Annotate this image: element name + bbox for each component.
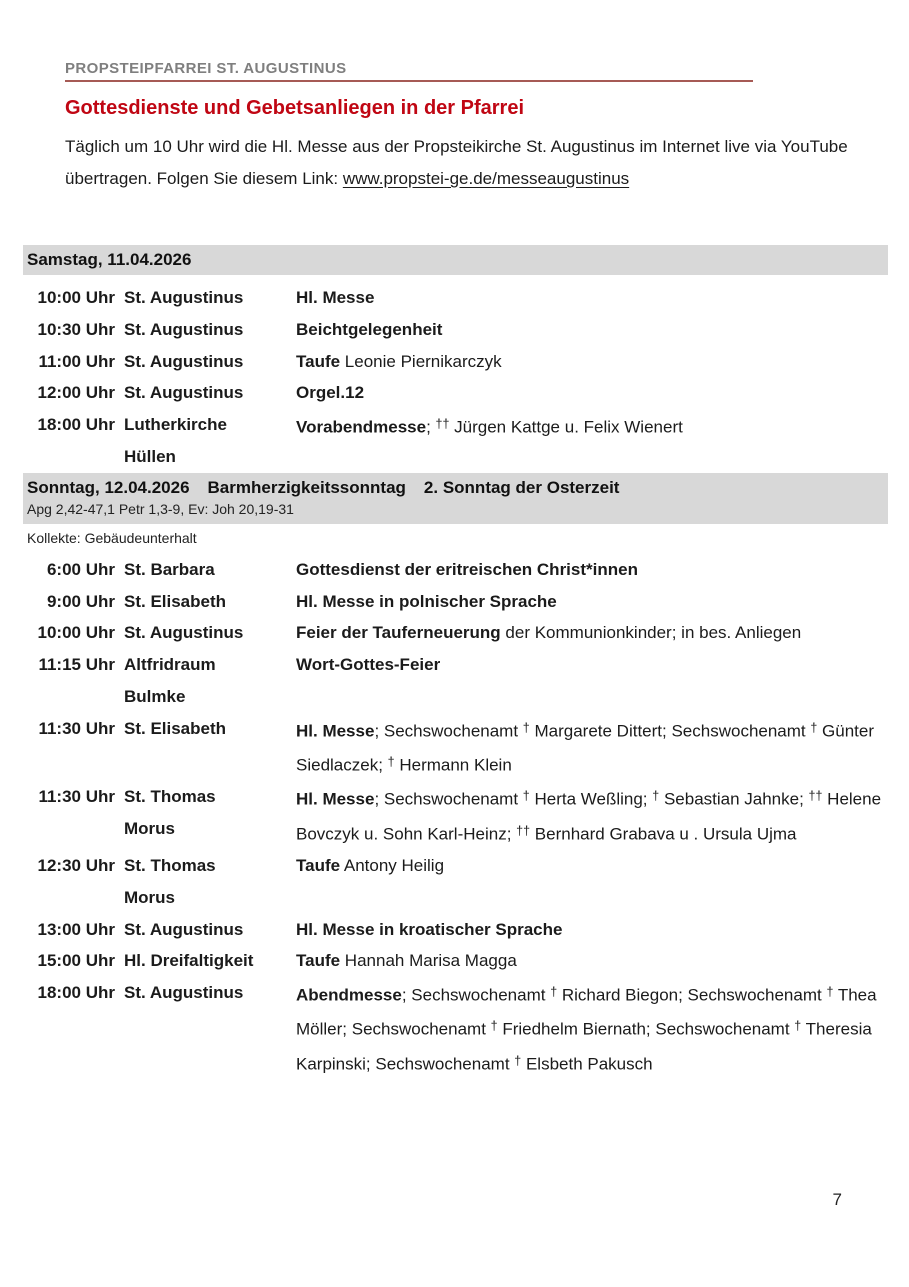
row-time: 10:30 Uhr: [37, 319, 115, 339]
description-bold: Hl. Messe: [296, 721, 375, 741]
day-section: [23, 473, 888, 1080]
schedule-row: [27, 781, 888, 850]
cross-symbol: †: [490, 1019, 498, 1034]
day-banner: [23, 473, 888, 524]
row-location: St. Thomas Morus: [124, 855, 216, 907]
row-description: Abendmesse; Sechswochenamt † Richard Biegon; Sechswochenamt † Thea Möller; Sechswochenamt † Friedhelm Biernath; Sechswochenamt † Theresia Karpinski; Sechswochenamt † Elsbeth Pakusch: [296, 985, 877, 1074]
schedule: [23, 245, 888, 1080]
row-location: St. Augustinus: [124, 983, 244, 1003]
schedule-row: [27, 586, 888, 618]
schedule-row: [27, 945, 888, 977]
day-section: [23, 245, 888, 473]
day-banner-readings: Apg 2,42-47,1 Petr 1,3-9, Ev: Joh 20,19-31: [27, 500, 294, 517]
row-description: [296, 649, 888, 713]
top-block: [0, 0, 909, 195]
row-time: 10:00 Uhr: [37, 623, 115, 643]
description-bold: Abendmesse: [296, 985, 402, 1005]
cross-symbol: †: [514, 1053, 522, 1068]
row-description: [296, 586, 888, 618]
day-banner-title-part: Sonntag, 12.04.2026: [27, 477, 190, 497]
row-location: St. Augustinus: [124, 623, 244, 643]
row-time: 15:00 Uhr: [37, 951, 115, 971]
row-time: 12:30 Uhr: [37, 855, 115, 875]
row-time: 11:30 Uhr: [38, 718, 115, 738]
row-description: Feier der Tauferneuerung der Kommunionkinder; in bes. Anliegen: [296, 623, 802, 643]
schedule-row: [27, 914, 888, 946]
cross-symbol: †: [826, 985, 834, 1000]
row-location: Hl. Dreifaltigkeit: [124, 951, 254, 971]
description-bold: Taufe: [296, 855, 341, 875]
cross-symbol: †: [550, 985, 558, 1000]
day-banner-title-part: Samstag, 11.04.2026: [27, 250, 192, 269]
cross-symbol: †: [387, 755, 395, 770]
row-description: Hl. Messe; Sechswochenamt † Herta Weßling; † Sebastian Jahnke; †† Helene Bovczyk u. Sohn Karl-Heinz; †† Bernhard Grabava u . Ursula Ujma: [296, 789, 882, 844]
row-description: [296, 377, 888, 409]
row-location: St. Thomas Morus: [124, 787, 216, 839]
row-location: St. Elisabeth: [124, 591, 227, 611]
row-time: 18:00 Uhr: [37, 983, 115, 1003]
masthead-title: PROPSTEIPFARREI ST. AUGUSTINUS: [65, 60, 347, 77]
row-location: St. Augustinus: [124, 919, 244, 939]
row-time: 12:00 Uhr: [37, 383, 115, 403]
cross-symbol: ††: [516, 823, 531, 838]
description-bold: Gottesdienst der eritreischen Christ*innen: [296, 559, 638, 579]
row-location: St. Barbara: [124, 559, 215, 579]
row-description: [296, 914, 888, 946]
schedule-row: [27, 282, 888, 314]
description-bold: Hl. Messe in kroatischer Sprache: [296, 919, 563, 939]
cross-symbol: †: [810, 720, 818, 735]
masthead-rule: [65, 60, 753, 82]
row-description: [296, 314, 888, 346]
schedule-row: [27, 346, 888, 378]
description-bold: Taufe: [296, 351, 341, 371]
description-bold: Hl. Messe in polnischer Sprache: [296, 591, 557, 611]
row-description: Taufe Leonie Piernikarczyk: [296, 351, 502, 371]
cross-symbol: ††: [435, 417, 450, 432]
row-description: [296, 554, 888, 586]
row-location: St. Augustinus: [124, 383, 244, 403]
schedule-row: [27, 554, 888, 586]
day-banner-title: [27, 476, 880, 499]
row-location: Altfridraum Bulmke: [124, 655, 216, 706]
schedule-row: [27, 377, 888, 409]
description-bold: Taufe: [296, 951, 341, 971]
description-bold: Hl. Messe: [296, 789, 375, 809]
row-location: St. Augustinus: [124, 319, 244, 339]
schedule-row: [27, 617, 888, 649]
day-banner: [23, 245, 888, 275]
description-bold: Orgel.12: [296, 383, 365, 403]
row-time: 10:00 Uhr: [37, 288, 115, 307]
description-bold: Vorabendmesse: [296, 417, 427, 437]
day-banner-title-part: Barmherzigkeitssonntag: [207, 477, 406, 497]
row-description: Vorabendmesse; †† Jürgen Kattge u. Felix Wienert: [296, 417, 683, 437]
row-location: St. Elisabeth: [124, 718, 227, 738]
schedule-row: [27, 314, 888, 346]
row-time: 11:15 Uhr: [38, 655, 115, 675]
page-title: Gottesdienste und Gebetsanliegen in der Pfarrei: [65, 97, 524, 119]
description-bold: Beichtgelegenheit: [296, 319, 443, 339]
row-description: Taufe Antony Heilig: [296, 855, 445, 875]
day-banner-title: [27, 248, 880, 271]
cross-symbol: ††: [808, 789, 823, 804]
row-location: Lutherkirche Hüllen: [124, 415, 227, 466]
cross-symbol: †: [522, 720, 530, 735]
day-rows: [23, 554, 888, 1080]
schedule-row: [27, 850, 888, 914]
description-bold: Feier der Tauferneuerung: [296, 623, 501, 643]
intro-text: Täglich um 10 Uhr wird die Hl. Messe aus der Propsteikirche St. Augustinus im Internet live via YouTube übertragen. Folgen Sie diesem Link:: [65, 137, 848, 188]
schedule-row: [27, 977, 888, 1080]
row-time: 9:00 Uhr: [46, 591, 115, 611]
day-rows: [23, 275, 888, 473]
row-time: 11:30 Uhr: [38, 787, 115, 807]
cross-symbol: †: [652, 789, 660, 804]
row-description: Taufe Hannah Marisa Magga: [296, 951, 517, 971]
row-location: St. Augustinus: [124, 288, 244, 307]
schedule-row: [27, 409, 888, 473]
row-time: 13:00 Uhr: [37, 919, 115, 939]
kollekte-note: Kollekte: Gebäudeunterhalt: [27, 529, 197, 546]
page-number: 7: [832, 1190, 842, 1209]
row-time: 6:00 Uhr: [46, 559, 115, 579]
day-banner-title-part: 2. Sonntag der Osterzeit: [423, 477, 620, 497]
schedule-row: [27, 713, 888, 782]
livestream-link[interactable]: www.propstei-ge.de/messeaugustinus: [342, 169, 630, 188]
schedule-row: [27, 649, 888, 713]
row-time: 18:00 Uhr: [37, 415, 115, 435]
description-bold: Hl. Messe: [296, 288, 375, 307]
cross-symbol: †: [794, 1019, 802, 1034]
row-location: St. Augustinus: [124, 351, 244, 371]
description-bold: Wort-Gottes-Feier: [296, 655, 441, 675]
row-description: [296, 282, 888, 314]
row-time: 11:00 Uhr: [38, 351, 115, 371]
row-description: Hl. Messe; Sechswochenamt † Margarete Dittert; Sechswochenamt † Günter Siedlaczek; † Hermann Klein: [296, 720, 875, 775]
cross-symbol: †: [522, 789, 530, 804]
intro-paragraph: [65, 131, 884, 195]
